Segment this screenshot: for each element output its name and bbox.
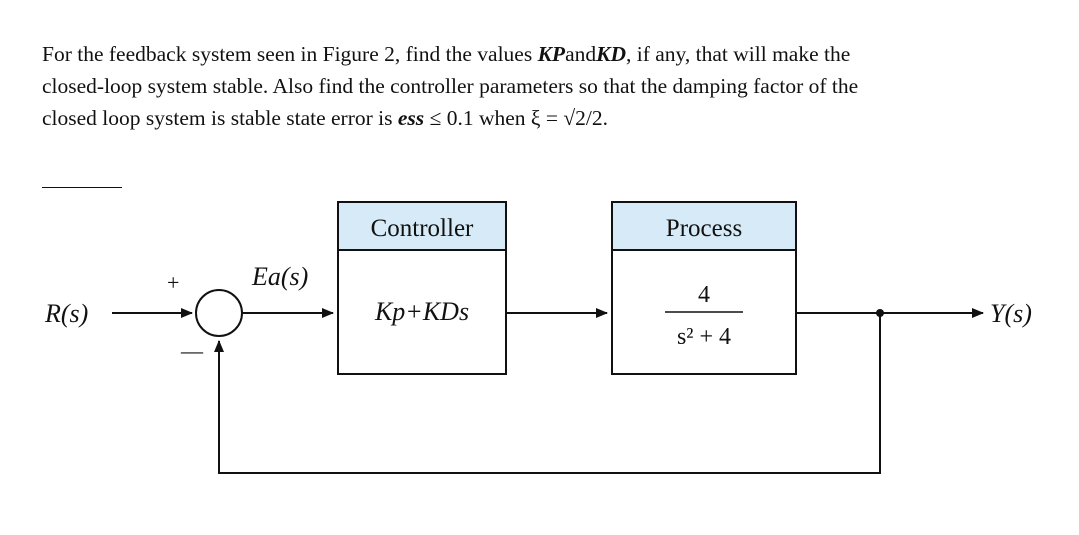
problem-text-3b: ≤ 0.1 when ξ = √2/2. xyxy=(424,106,609,130)
var-ess: ess xyxy=(397,106,425,130)
error-label: Ea(s) xyxy=(252,262,309,291)
input-label: R(s) xyxy=(45,299,89,328)
summing-junction xyxy=(196,290,242,336)
var-kd: KD xyxy=(596,42,626,66)
problem-text-1a: For the feedback system seen in Figure 2, find the values xyxy=(42,42,538,66)
problem-text-1b: , if any, that will make the xyxy=(625,42,851,66)
var-kp: KP xyxy=(537,42,566,66)
process-denominator: s² + 4 xyxy=(676,324,732,350)
plus-sign: + xyxy=(167,270,180,295)
problem-text-3a: closed loop system is stable state error is xyxy=(42,106,398,130)
output-label: Y(s) xyxy=(990,299,1032,328)
process-header: Process xyxy=(665,215,743,242)
controller-transfer: Kp+KDs xyxy=(374,297,470,326)
controller-header: Controller xyxy=(370,215,474,242)
problem-line-2: closed-loop system stable. Also find the controller parameters so that the damping factor of the xyxy=(42,74,859,98)
minus-sign: — xyxy=(181,338,203,363)
process-numerator: 4 xyxy=(698,282,710,308)
word-and: and xyxy=(565,42,597,66)
